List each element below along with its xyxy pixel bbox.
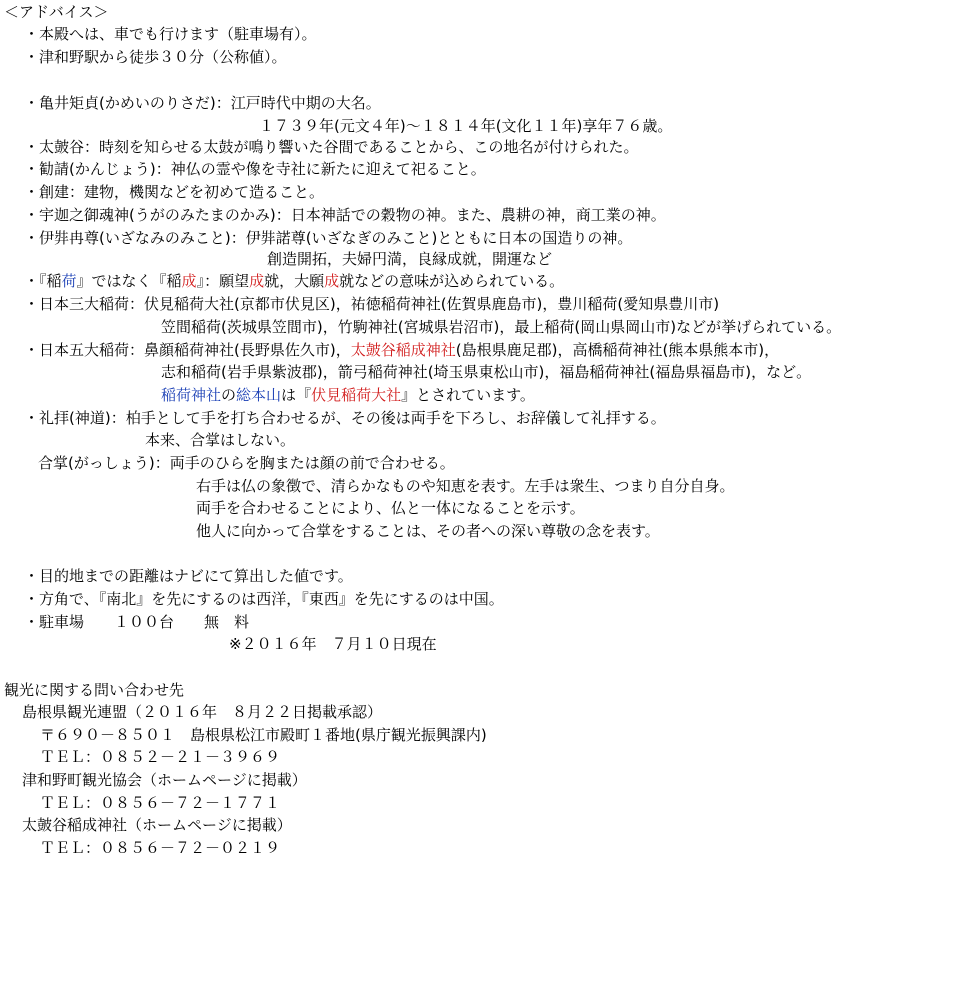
note-three-inari-cont: 笠間稲荷(茨城県笠間市)，竹駒神社(宮城県岩沼市)，最上稲荷(岡山県岡山市)などが挙げられている。	[161, 318, 842, 336]
note-soken: ・創建：建物，機関などを初めて造ること。	[24, 183, 325, 201]
advice-heading: ＜アドバイス＞	[4, 3, 109, 21]
note-head-shrine: 稲荷神社の総本山は『伏見稲荷大社』とされています。	[161, 386, 535, 404]
note-gassho: 合掌(がっしょう)：両手のひらを胸または顔の前で合わせる。	[38, 454, 455, 472]
note-parking-date: ※２０１６年 ７月１０日現在	[229, 635, 437, 653]
note-raihai-cont: 本来、合掌はしない。	[145, 431, 296, 449]
contacts-heading: 観光に関する問い合わせ先	[4, 681, 185, 699]
note-kamei-years: １７３９年(元文４年)～１８１４年(文化１１年)享年７６歳。	[259, 117, 673, 135]
note-five-inari-cont: 志和稲荷(岩手県紫波郡)，箭弓稲荷神社(埼玉県東松山市)，福島稲荷神社(福島県福島市)，など。	[161, 363, 812, 381]
note-direction: ・方角で、『南北』を先にするのは西洋，『東西』を先にするのは中国。	[24, 590, 504, 608]
note-gassho-respect: 他人に向かって合掌をすることは、その者への深い尊敬の念を表す。	[196, 522, 660, 540]
note-three-inari: ・日本三大稲荷：伏見稲荷大社(京都市伏見区)，祐徳稲荷神社(佐賀県鹿島市)，豊川稲荷(愛知県豊川市)	[24, 295, 720, 313]
access-note-walk: ・津和野駅から徒歩３０分（公称値）。	[24, 48, 287, 66]
note-taikodani: ・太皷谷：時刻を知らせる太鼓が鳴り響いた谷間であることから、この地名が付けられた。	[24, 138, 639, 156]
contact-shrine-tel: ＴＥＬ：０８５６－７２－０２１９	[40, 839, 281, 857]
note-kamei: ・亀井矩貞(かめいのりさだ)：江戸時代中期の大名。	[24, 94, 381, 112]
note-five-inari: ・日本五大稲荷：鼻顔稲荷神社(長野県佐久市)，太皷谷稲成神社(島根県鹿足郡)，高橋稲荷神社(熊本県熊本市)，	[24, 341, 780, 359]
note-raihai: ・礼拝(神道)：柏手として手を打ち合わせるが、その後は両手を下ろし、お辞儀して礼拝する。	[24, 409, 666, 427]
contact-shimane-address: 〒６９０－８５０１ 島根県松江市殿町１番地(県庁観光振興課内)	[40, 726, 487, 744]
access-note-car: ・本殿へは、車でも行けます（駐車場有）。	[24, 25, 317, 43]
note-gassho-unity: 両手を合わせることにより、仏と一体になることを示す。	[196, 499, 585, 517]
note-izanami-blessings: 創造開拓，夫婦円満，良縁成就，開運など	[267, 250, 553, 268]
taikodani-inari-highlight: 太皷谷稲成神社	[350, 341, 456, 359]
note-distance: ・目的地までの距離はナビにて算出した値です。	[24, 567, 353, 585]
note-uka: ・宇迦之御魂神(うがのみたまのかみ)：日本神話での穀物の神。また、農耕の神，商工業の神。	[24, 206, 666, 224]
contact-shrine-name: 太皷谷稲成神社（ホームページに掲載）	[22, 816, 292, 834]
note-kanjo: ・勧請(かんじょう)：神仏の霊や像を寺社に新たに迎えて祀ること。	[24, 160, 486, 178]
note-inari-name: ・『稲荷』ではなく『稲成』：願望成就，大願成就などの意味が込められている。	[24, 272, 565, 290]
note-izanami: ・伊弉冉尊(いざなみのみこと)：伊弉諾尊(いざなぎのみこと)とともに日本の国造りの神。	[24, 229, 633, 247]
contact-shimane-tel: ＴＥＬ：０８５２－２１－３９６９	[40, 748, 281, 766]
contact-shimane-name: 島根県観光連盟（２０１６年 ８月２２日掲載承認）	[22, 703, 383, 721]
note-gassho-right-hand: 右手は仏の象徴で、清らかなものや知恵を表す。左手は衆生、つまり自分自身。	[196, 477, 735, 495]
note-parking: ・駐車場 １００台 無 料	[24, 613, 250, 631]
contact-tsuwano-tel: ＴＥＬ：０８５６－７２－１７７１	[40, 794, 281, 812]
contact-tsuwano-name: 津和野町観光協会（ホームページに掲載）	[22, 771, 307, 789]
